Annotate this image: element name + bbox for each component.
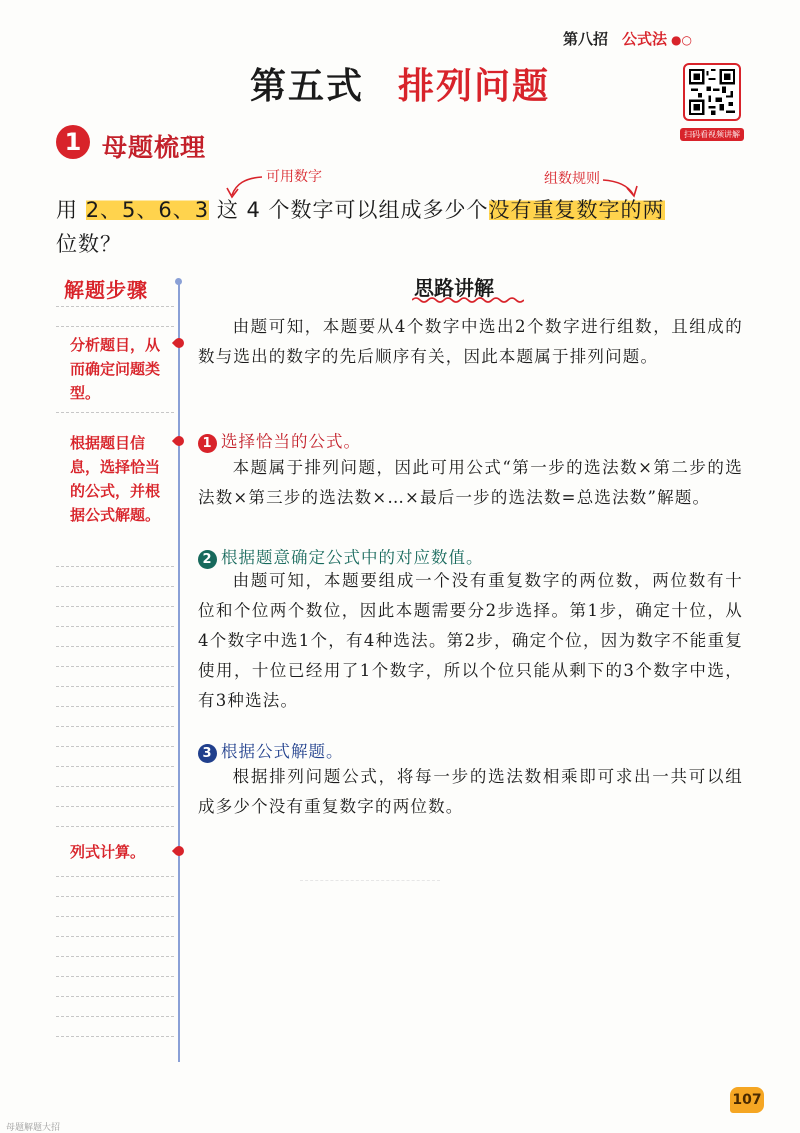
step-calculate: 列式计算。: [70, 843, 146, 861]
page-number: 107: [730, 1087, 764, 1113]
qr-caption: 扫码看视频讲解: [680, 128, 744, 141]
step3-number: 3: [198, 744, 217, 763]
step1-number: 1: [198, 434, 217, 453]
chapter-label: 第八招: [563, 30, 609, 48]
step1-title: 选择恰当的公式。: [221, 432, 361, 451]
method-label: 公式法: [622, 30, 668, 48]
wavy-underline: [412, 296, 524, 304]
section-title: 母题梳理: [102, 133, 207, 162]
explanation-title: 思路讲解: [414, 276, 494, 300]
digits-annotation: 可用数字: [266, 169, 322, 185]
highlighted-rule: 没有重复数字的两: [488, 198, 665, 222]
question-middle: 这 4 个数字可以组成多少个: [209, 198, 489, 222]
step1-heading: [198, 428, 361, 453]
step-marker: [172, 336, 186, 350]
title-part1: 第五式: [249, 66, 364, 107]
section-number-badge: 1: [56, 125, 90, 159]
step-choose-formula: 根据题目信息，选择恰当的公式，并根据公式解题。: [70, 434, 161, 524]
progress-dots: ●○: [671, 33, 692, 47]
step2-title: 根据题意确定公式中的对应数值。: [221, 548, 484, 567]
step1-paragraph: 本题属于排列问题，因此可用公式“第一步的选法数×第二步的选法数×第三步的选法数×…×最后一步的选法数=总选法数”解题。: [198, 458, 743, 507]
faint-rule: [300, 880, 440, 881]
footer-text: 母题解题大招: [6, 1123, 61, 1133]
step-marker: [172, 434, 186, 448]
step2-number: 2: [198, 550, 217, 569]
step3-heading: [198, 738, 344, 763]
chapter-header: [563, 28, 692, 49]
step3-paragraph: 根据排列问题公式，将每一步的选法数相乘即可求出一共可以组成多少个没有重复数字的两位数。: [198, 767, 743, 816]
intro-paragraph: 由题可知，本题要从4个数字中选出2个数字进行组数，且组成的数与选出的数字的先后顺序有关，因此本题属于排列问题。: [198, 317, 743, 366]
solution-steps-title: 解题步骤: [64, 278, 148, 302]
qr-pattern: [689, 69, 735, 115]
page-title: [0, 58, 800, 109]
highlighted-digits: 2、5、6、3: [85, 198, 210, 222]
step2-paragraph: 由题可知，本题要组成一个没有重复数字的两位数，两位数有十位和个位两个数位，因此本题需要分2步选择。第1步，确定十位，从4个数字中选1个，有4种选法。第2步，确定个位，因为数字不能重复使用，十位已经用了1个数字，所以个位只能从剩下的3个数字中选，有3种选法。: [198, 571, 743, 710]
step-marker: [172, 844, 186, 858]
question-prefix: 用: [56, 198, 86, 222]
step-analyze: 分析题目，从而确定问题类型。: [70, 336, 161, 402]
qr-code-icon[interactable]: [683, 63, 741, 121]
rule-annotation: 组数规则: [544, 171, 600, 187]
title-part2: 排列问题: [398, 66, 551, 107]
step3-title: 根据公式解题。: [221, 742, 344, 761]
timeline-line: [178, 282, 180, 1062]
question-suffix: 位数？: [56, 232, 122, 256]
problem-statement: [56, 193, 756, 261]
